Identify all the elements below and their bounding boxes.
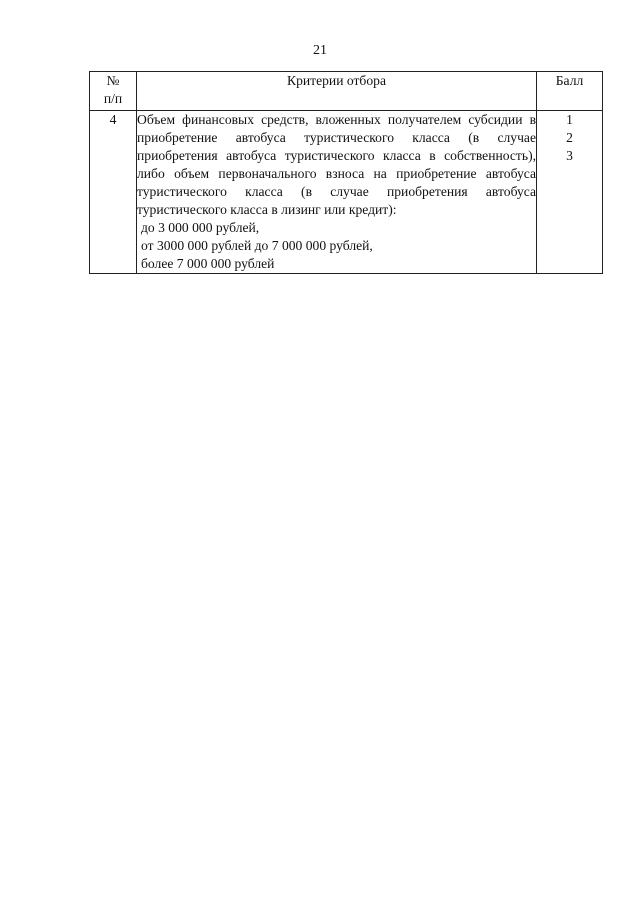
score-cell [537,111,603,274]
column-header-number [90,72,137,111]
criterion-cell [137,111,537,274]
column-header-number-symbol: № [106,73,120,88]
option-label: до 3 000 000 рублей, [141,220,260,235]
table-header-row [90,72,603,111]
option-score: 3 [566,148,573,163]
criteria-table [89,71,603,274]
row-number: 4 [90,111,137,274]
option-score: 2 [566,130,573,145]
column-header-criteria: Критерии отбора [137,72,537,111]
option-label: более 7 000 000 рублей [141,256,275,271]
column-header-number-abbr: п/п [103,91,123,106]
option-score: 1 [566,112,573,127]
page-number: 21 [313,43,327,58]
option-label: от 3000 000 рублей до 7 000 000 рублей, [141,238,373,253]
table-row [90,111,603,274]
column-header-score: Балл [537,72,603,111]
criterion-text: Объем финансовых средств, вложенных получателем субсидии в приобретение автобуса туристического класса (в случае приобретения автобуса туристического класса в собственность), либо объем первоначального взноса на приобретение автобуса туристического класса (в случае приобретения автобуса туристического класса в лизинг или кредит): [137,112,536,217]
